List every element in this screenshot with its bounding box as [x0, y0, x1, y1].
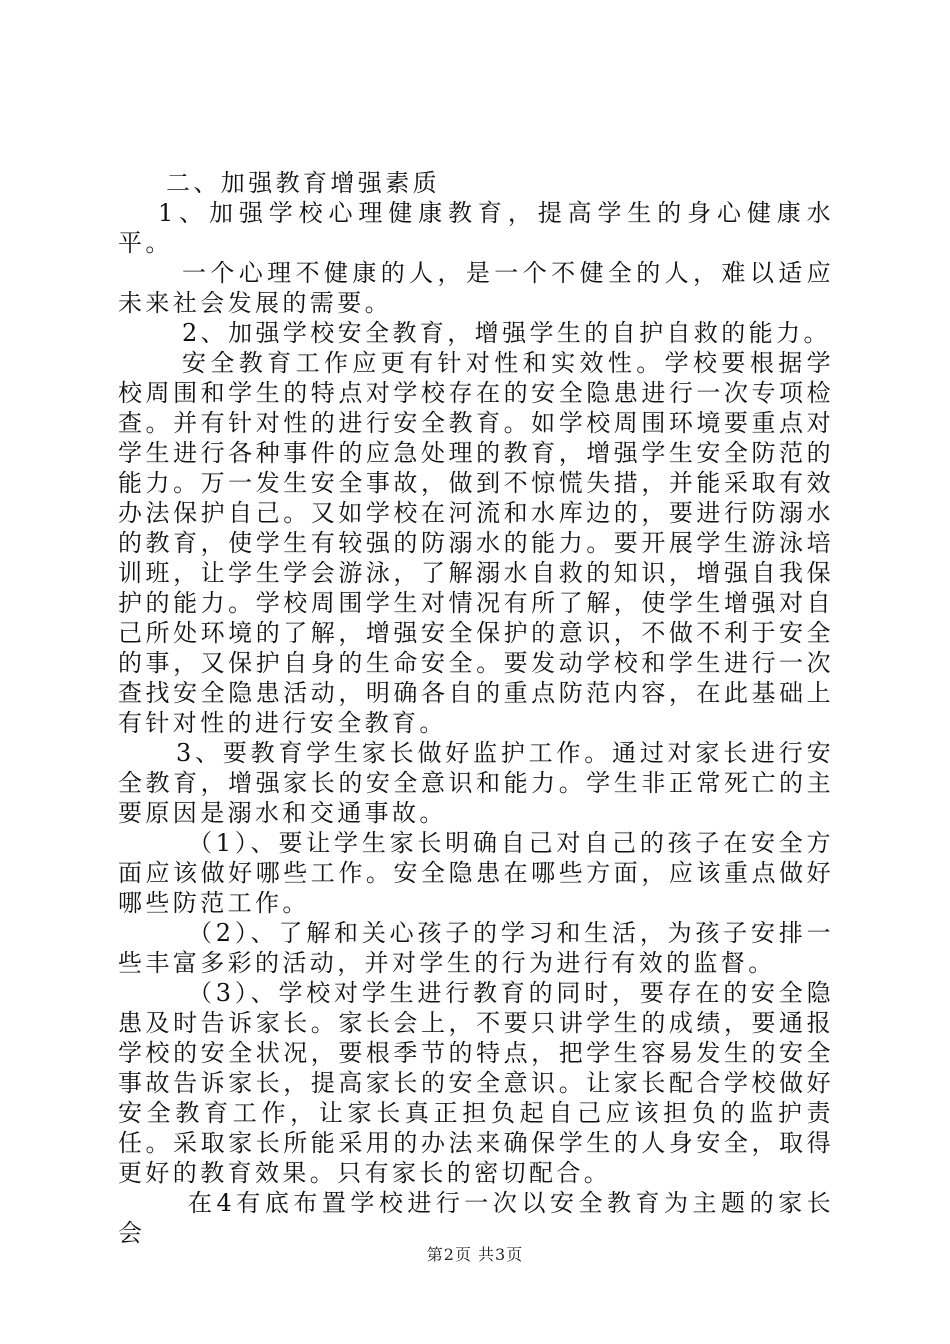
paragraph-2: 一个心理不健康的人，是一个不健全的人，难以适应未来社会发展的需要。 — [118, 259, 834, 317]
paragraph-3: 2、加强学校安全教育，增强学生的自护自救的能力。 — [182, 319, 831, 347]
paragraph-4: 安全教育工作应更有针对性和实效性。学校要根据学校周围和学生的特点对学校存在的安全隐患进行一次专项检查。并有针对性的进行安全教育。如学校周围环境要重点对学生进行各种事件的应急处理的教育，增强学生安全防范的能力。万一发生安全事故，做到不惊慌失措，并能采取有效办法保护自己。又如学校在河流和水库边的，要进行防溺水的教育，使学生有较强的防溺水的能力。要开展学生游泳培训班，让学生学会游泳，了解溺水自救的知识，增强自我保护的能力。学校周围学生对情况有所了解，使学生增强对自己所处环境的了解，增强安全保护的意识，不做不利于安全的事，又保护自身的生命安全。要发动学校和学生进行一次查找安全隐患活动，明确各自的重点防范内容，在此基础上有针对性的进行安全教育。 — [118, 349, 834, 737]
section-heading: 二、加强教育增强素质 — [166, 169, 440, 197]
document-body — [118, 168, 834, 1248]
paragraph-5: 3、要教育学生家长做好监护工作。通过对家长进行安全教育，增强家长的安全意识和能力。学生非正常死亡的主要原因是溺水和交通事故。 — [118, 739, 834, 827]
paragraph-8: （3）、学校对学生进行教育的同时，要存在的安全隐患及时告诉家长。家长会上，不要只讲学生的成绩，要通报学校的安全状况，要根季节的特点，把学生容易发生的安全事故告诉家长，提高家长的安全意识。让家长配合学校做好安全教育工作，让家长真正担负起自己应该担负的监护责任。采取家长所能采用的办法来确保学生的人身安全，取得更好的教育效果。只有家长的密切配合。 — [118, 979, 834, 1187]
paragraph-9: 在4有底布置学校进行一次以安全教育为主题的家长会 — [118, 1189, 834, 1247]
page-footer: 第2页 共3页 — [426, 1245, 524, 1264]
paragraph-7: （2）、了解和关心孩子的学习和生活，为孩子安排一些丰富多彩的活动，并对学生的行为进行有效的监督。 — [118, 919, 834, 977]
paragraph-1: 1、加强学校心理健康教育，提高学生的身心健康水平。 — [118, 199, 834, 257]
paragraph-6: （1）、要让学生家长明确自己对自己的孩子在安全方面应该做好哪些工作。安全隐患在哪些方面，应该重点做好哪些防范工作。 — [118, 829, 834, 917]
